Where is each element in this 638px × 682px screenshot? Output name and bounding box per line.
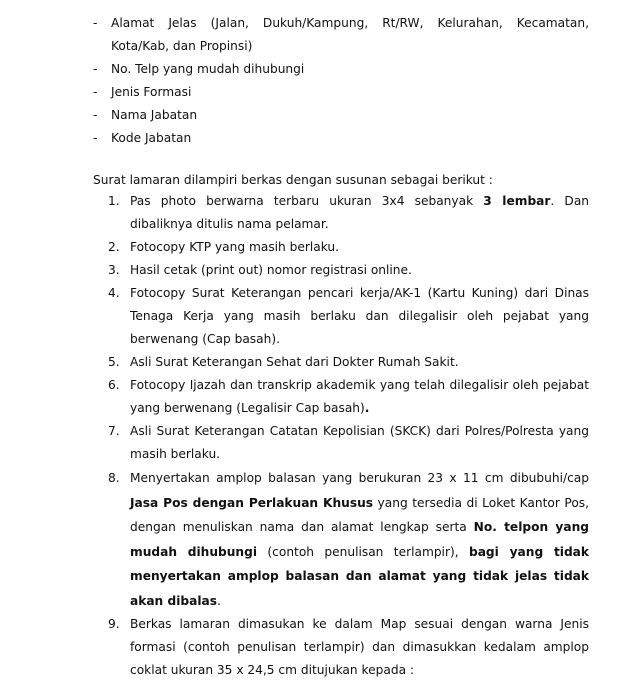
list-item-2: 2. Fotocopy KTP yang masih berlaku. (108, 240, 340, 254)
list-item-1: 1. Pas photo berwarna terbaru ukuran 3x4 sebanyak 3 lembar. Dan dibaliknya ditulis nama pelamar. (108, 194, 590, 231)
list-item: - Alamat Jelas (Jalan, Dukuh/Kampung, Rt/RW, Kelurahan, Kecamatan, Kota/Kab, dan Propinsi) (93, 12, 589, 58)
list-item-8: 8. Menyertakan amplop balasan yang berukuran 23 x 11 cm dibubuhi/cap Jasa Pos dengan Perlakuan Khusus yang tersedia di Loket Kantor Pos, dengan menuliskan nama dan alamat lengkap serta No. telpon yang mudah dihubungi (contoh penulisan terlampir), bagi yang tidak menyertakan amplop balasan dan alamat yang tidak jelas tidak akan dibalas. (108, 471, 589, 608)
required-info-list (93, 12, 589, 150)
dash-marker: - (93, 108, 98, 122)
attachments-intro: Surat lamaran dilampiri berkas dengan susunan sebagai berikut : (93, 173, 493, 187)
dash-marker: - (93, 85, 98, 99)
dash-marker: - (93, 16, 98, 30)
attachments-list (108, 190, 589, 682)
list-item-5: 5. Asli Surat Keterangan Sehat dari Dokter Rumah Sakit. (108, 355, 459, 369)
list-item: - Kode Jabatan (93, 127, 589, 150)
list-item: - Nama Jabatan (93, 104, 589, 127)
dash-marker: - (93, 131, 98, 145)
list-item-3: 3. Hasil cetak (print out) nomor registrasi online. (108, 263, 412, 277)
list-item: - No. Telp yang mudah dihubungi (93, 58, 589, 81)
list-item-6: 6. Fotocopy Ijazah dan transkrip akademik yang telah dilegalisir oleh pejabat yang berwenang (Legalisir Cap basah). (108, 378, 589, 415)
dash-marker: - (93, 62, 98, 76)
list-item-4: 4. Fotocopy Surat Keterangan pencari kerja/AK-1 (Kartu Kuning) dari Dinas Tenaga Kerja yang masih berlaku dan dilegalisir oleh pejabat yang berwenang (Cap basah). (108, 286, 589, 346)
list-item: - Jenis Formasi (93, 81, 589, 104)
list-item-9: 9. Berkas lamaran dimasukan ke dalam Map sesuai dengan warna Jenis formasi (contoh penulisan terlampir) dan dimasukkan kedalam amplop coklat ukuran 35 x 24,5 cm ditujukan kepada : (108, 617, 589, 677)
list-item-7: 7. Asli Surat Keterangan Catatan Kepolisian (SKCK) dari Polres/Polresta yang masih berlaku. (108, 424, 589, 461)
